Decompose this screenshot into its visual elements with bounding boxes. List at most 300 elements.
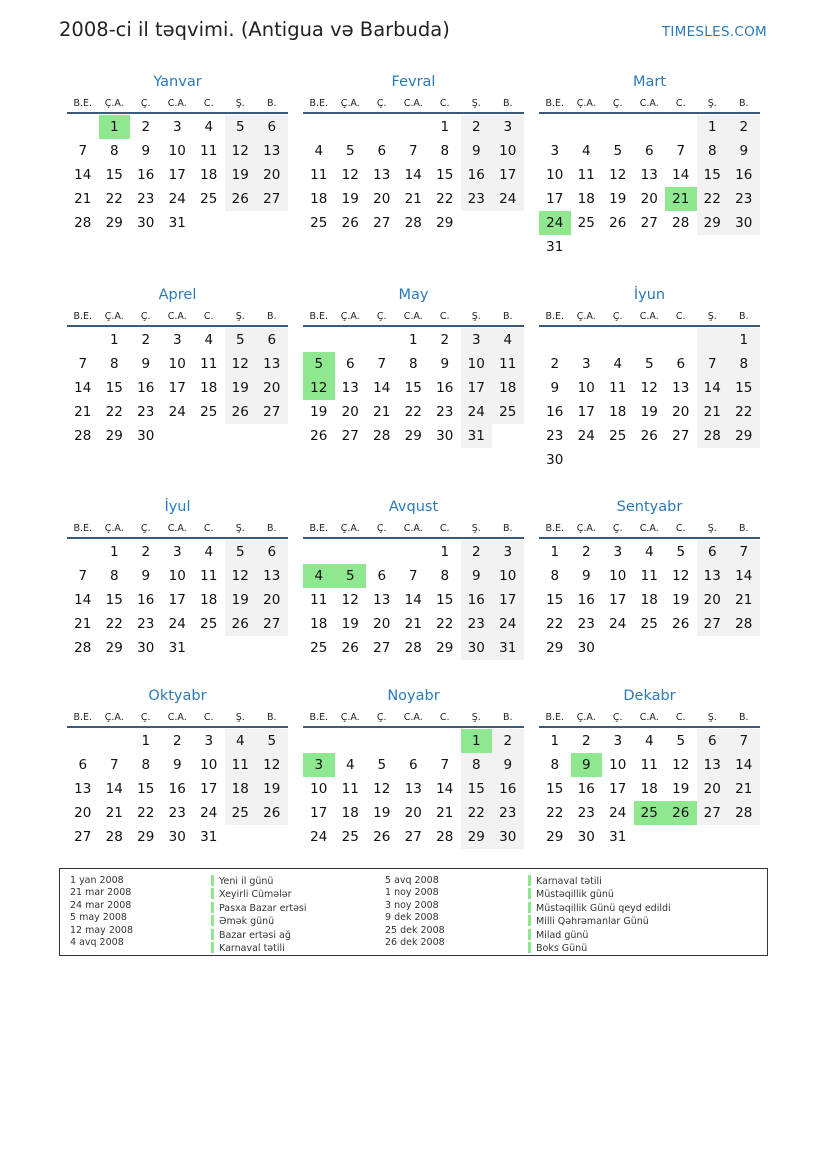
day-cell: 2: [141, 544, 151, 560]
day-cell: 22: [546, 616, 564, 632]
day-cell: 16: [436, 380, 454, 396]
weekday-header: [303, 518, 524, 539]
weekday-label: Ç.A.: [340, 523, 360, 534]
weekday-label: B.E.: [73, 523, 93, 534]
day-cell: 23: [577, 616, 595, 632]
empty-cell: [539, 328, 571, 352]
empty-cell: [162, 424, 194, 448]
day-cell: 3: [492, 540, 524, 564]
day-cell: 19: [225, 376, 257, 400]
day-cell: 20: [256, 163, 288, 187]
legend-holiday: [528, 902, 671, 915]
day-cell: 13: [256, 139, 288, 163]
day-cell: 20: [672, 404, 690, 420]
day-cell: 25: [200, 616, 218, 632]
day-cell: 20: [341, 404, 359, 420]
weekday-label: B.E.: [309, 523, 329, 534]
day-cell: 24: [492, 612, 524, 636]
day-cell: 17: [168, 592, 186, 608]
day-cell: 8: [109, 143, 119, 159]
day-cell: 29: [404, 428, 422, 444]
legend-holiday: [528, 942, 671, 955]
weekday-label: Ç.: [612, 523, 623, 534]
weekday-label: C.A.: [639, 712, 659, 723]
weekday-header: [539, 707, 760, 728]
weekday-label: Ç.A.: [576, 98, 596, 109]
day-cell: 7: [78, 568, 88, 584]
weekday-label: Ç.: [376, 523, 387, 534]
day-cell: 4: [492, 328, 524, 352]
day-cell: 7: [78, 356, 88, 372]
day-cell: 7: [408, 143, 418, 159]
day-cell: 15: [728, 376, 760, 400]
day-cell: 5: [225, 115, 257, 139]
day-cell: 18: [310, 616, 328, 632]
day-cell: 24: [200, 805, 218, 821]
legend-holiday: [211, 902, 307, 915]
weekday-label: C.A.: [167, 523, 187, 534]
legend-date: 1 yan 2008: [70, 875, 124, 886]
day-cell: 27: [697, 612, 729, 636]
day-cell: 27: [672, 428, 690, 444]
day-cell: 26: [225, 187, 257, 211]
day-cell: 26: [341, 215, 359, 231]
day-cell: 1: [408, 332, 418, 348]
day-cell: 11: [310, 167, 328, 183]
day-cell: 23: [137, 616, 155, 632]
day-cell: 1: [109, 544, 119, 560]
weekday-label: B.E.: [545, 523, 565, 534]
day-cell: 23: [137, 404, 155, 420]
day-cell: 28: [697, 424, 729, 448]
weekday-label: C.: [439, 523, 450, 534]
legend-date: 25 dek 2008: [385, 924, 445, 936]
day-cell: 4: [345, 757, 355, 773]
day-cell: 31: [546, 239, 564, 255]
legend-names-col-1: [211, 875, 307, 955]
day-cell: 28: [74, 428, 92, 444]
month-name: Dekabr: [623, 688, 676, 704]
day-cell: 1: [697, 115, 729, 139]
day-cell: 7: [728, 540, 760, 564]
empty-cell: [728, 235, 760, 259]
weekday-label: Ş.: [707, 712, 717, 723]
holiday-marker-icon: [528, 942, 531, 953]
weekday-label: Ç.: [612, 311, 623, 322]
day-cell: 6: [676, 356, 686, 372]
weekday-label: Ş.: [707, 98, 717, 109]
day-cell: 1: [550, 733, 560, 749]
day-cell: 14: [436, 781, 454, 797]
weekday-label: C.A.: [639, 311, 659, 322]
day-cell: 13: [373, 167, 391, 183]
day-cell: 5: [225, 540, 257, 564]
day-cell: 13: [404, 781, 422, 797]
day-cell: 21: [404, 616, 422, 632]
day-cell: 19: [373, 805, 391, 821]
month-block: [303, 71, 524, 235]
legend-date: 5 avq 2008: [385, 875, 439, 886]
weekday-label: B.: [738, 98, 749, 109]
month-block: [67, 685, 288, 849]
day-cell: 1: [99, 115, 131, 139]
weekday-label: Ç.A.: [104, 523, 124, 534]
day-cell: 13: [256, 352, 288, 376]
empty-cell: [665, 235, 697, 259]
day-cell: 7: [676, 143, 686, 159]
empty-cell: [99, 729, 131, 753]
weekday-label: B.E.: [545, 311, 565, 322]
day-cell: 24: [609, 616, 627, 632]
weekday-label: Ç.: [376, 712, 387, 723]
day-cell: 21: [373, 404, 391, 420]
day-cell: 14: [105, 781, 123, 797]
day-cell: 18: [341, 805, 359, 821]
holiday-marker-icon: [211, 915, 214, 926]
weekday-label: Ç.A.: [104, 98, 124, 109]
day-cell: 21: [74, 616, 92, 632]
day-cell: 26: [609, 215, 627, 231]
day-cell: 4: [204, 332, 214, 348]
day-cell: 28: [728, 801, 760, 825]
day-cell: 2: [728, 115, 760, 139]
day-cell: 9: [550, 380, 560, 396]
day-cell: 29: [105, 428, 123, 444]
day-cell: 15: [105, 167, 123, 183]
day-cell: 2: [141, 332, 151, 348]
day-cell: 7: [377, 356, 387, 372]
day-cell: 19: [310, 404, 328, 420]
weekday-label: B.: [502, 523, 513, 534]
day-cell: 15: [105, 592, 123, 608]
day-cell: 1: [440, 119, 450, 135]
day-cell: 21: [728, 777, 760, 801]
day-cell: 22: [137, 805, 155, 821]
holiday-legend: [59, 868, 768, 956]
empty-cell: [67, 540, 99, 564]
day-cell: 26: [310, 428, 328, 444]
holiday-marker-icon: [211, 942, 214, 953]
legend-holiday-name: Karnaval tətili: [219, 943, 285, 955]
day-cell: 16: [168, 781, 186, 797]
legend-holiday: [528, 929, 671, 942]
empty-cell: [539, 115, 571, 139]
day-cell: 29: [105, 640, 123, 656]
day-cell: 17: [492, 588, 524, 612]
month-name: Mart: [632, 74, 667, 90]
weekday-label: Ş.: [235, 311, 245, 322]
day-cell: 7: [78, 143, 88, 159]
day-cell: 28: [672, 215, 690, 231]
month-block: [303, 284, 524, 448]
day-cell: 20: [256, 588, 288, 612]
day-cell: 13: [697, 564, 729, 588]
holiday-marker-icon: [211, 888, 214, 899]
legend-holiday: [211, 929, 307, 942]
legend-holiday-name: Bazar ertəsi ağ: [219, 929, 291, 941]
day-cell: 24: [539, 211, 571, 235]
empty-cell: [398, 729, 430, 753]
day-cell: 21: [404, 191, 422, 207]
day-cell: 5: [303, 352, 335, 376]
weekday-label: C.A.: [167, 311, 187, 322]
day-cell: 28: [404, 215, 422, 231]
day-cell: 10: [310, 781, 328, 797]
day-cell: 14: [74, 592, 92, 608]
day-cell: 15: [461, 777, 493, 801]
weekday-label: Ç.: [140, 523, 151, 534]
day-cell: 9: [492, 753, 524, 777]
day-cell: 18: [225, 777, 257, 801]
day-cell: 8: [550, 757, 560, 773]
day-cell: 9: [461, 139, 493, 163]
day-cell: 13: [373, 592, 391, 608]
day-cell: 27: [697, 801, 729, 825]
brand-link[interactable]: TIMESLES.COM: [661, 24, 767, 40]
day-cell: 23: [436, 404, 454, 420]
month-block: [539, 685, 760, 849]
day-cell: 24: [168, 404, 186, 420]
empty-cell: [429, 729, 461, 753]
day-cell: 19: [672, 781, 690, 797]
day-cell: 11: [640, 568, 658, 584]
weekday-label: Ç.A.: [576, 311, 596, 322]
day-cell: 18: [640, 781, 658, 797]
day-cell: 25: [200, 191, 218, 207]
day-cell: 25: [200, 404, 218, 420]
day-cell: 23: [546, 428, 564, 444]
day-cell: 24: [168, 191, 186, 207]
day-grid: [539, 114, 760, 259]
day-cell: 11: [200, 356, 218, 372]
legend-date: 12 may 2008: [70, 924, 134, 936]
legend-holiday: [528, 875, 671, 888]
day-cell: 2: [141, 119, 151, 135]
empty-cell: [634, 115, 666, 139]
empty-cell: [303, 115, 335, 139]
day-cell: 14: [672, 167, 690, 183]
day-cell: 31: [168, 215, 186, 231]
day-cell: 20: [404, 805, 422, 821]
day-cell: 12: [341, 592, 359, 608]
weekday-header: [67, 707, 288, 728]
empty-cell: [335, 328, 367, 352]
day-cell: 14: [74, 380, 92, 396]
holiday-marker-icon: [211, 929, 214, 940]
legend-holiday: [528, 915, 671, 928]
day-cell: 16: [461, 588, 493, 612]
day-cell: 3: [461, 328, 493, 352]
day-grid: [539, 327, 760, 472]
day-cell: 5: [345, 143, 355, 159]
holiday-marker-icon: [528, 888, 531, 899]
day-cell: 22: [461, 801, 493, 825]
weekday-label: C.: [675, 712, 686, 723]
day-cell: 14: [404, 592, 422, 608]
month-block: [539, 71, 760, 259]
day-cell: 9: [571, 753, 603, 777]
day-cell: 6: [377, 143, 387, 159]
day-cell: 3: [550, 143, 560, 159]
weekday-label: B.: [738, 311, 749, 322]
day-cell: 8: [109, 568, 119, 584]
weekday-label: Ç.A.: [340, 712, 360, 723]
legend-date: 1 noy 2008: [385, 887, 439, 899]
day-cell: 30: [137, 428, 155, 444]
day-cell: 11: [310, 592, 328, 608]
day-cell: 23: [492, 801, 524, 825]
day-cell: 6: [256, 540, 288, 564]
empty-cell: [492, 211, 524, 235]
legend-names-col-2: [528, 875, 671, 955]
day-cell: 29: [697, 211, 729, 235]
empty-cell: [571, 235, 603, 259]
day-cell: 27: [74, 829, 92, 845]
weekday-label: B.E.: [309, 98, 329, 109]
legend-dates-col-1: [70, 875, 133, 949]
empty-cell: [634, 448, 666, 472]
day-cell: 10: [168, 143, 186, 159]
holiday-marker-icon: [528, 875, 531, 886]
day-cell: 13: [697, 753, 729, 777]
day-cell: 10: [609, 757, 627, 773]
empty-cell: [335, 115, 367, 139]
day-cell: 15: [546, 592, 564, 608]
empty-cell: [366, 115, 398, 139]
weekday-label: C.A.: [639, 523, 659, 534]
day-cell: 5: [613, 143, 623, 159]
weekday-label: B.E.: [73, 98, 93, 109]
day-cell: 4: [204, 544, 214, 560]
day-cell: 18: [577, 191, 595, 207]
day-grid: [67, 539, 288, 660]
weekday-label: B.E.: [73, 712, 93, 723]
weekday-label: B.: [738, 712, 749, 723]
day-cell: 12: [373, 781, 391, 797]
weekday-label: Ç.: [612, 98, 623, 109]
weekday-label: C.: [203, 311, 214, 322]
holiday-marker-icon: [528, 929, 531, 940]
empty-cell: [225, 636, 257, 660]
day-cell: 31: [168, 640, 186, 656]
day-cell: 2: [172, 733, 182, 749]
weekday-label: C.: [675, 311, 686, 322]
day-cell: 8: [550, 568, 560, 584]
day-cell: 8: [141, 757, 151, 773]
empty-cell: [571, 448, 603, 472]
day-grid: [303, 114, 524, 235]
month-block: [67, 496, 288, 660]
day-grid: [67, 114, 288, 235]
day-cell: 9: [141, 143, 151, 159]
day-cell: 19: [609, 191, 627, 207]
day-cell: 9: [141, 356, 151, 372]
day-cell: 5: [676, 733, 686, 749]
month-block: [67, 71, 288, 235]
day-cell: 2: [440, 332, 450, 348]
weekday-header: [303, 93, 524, 114]
day-cell: 19: [341, 191, 359, 207]
legend-holiday: [211, 875, 307, 888]
day-cell: 26: [665, 801, 697, 825]
legend-date: 4 avq 2008: [70, 937, 124, 949]
day-cell: 16: [137, 380, 155, 396]
day-cell: 30: [168, 829, 186, 845]
month-name: Yanvar: [153, 74, 202, 90]
day-cell: 14: [74, 167, 92, 183]
empty-cell: [398, 115, 430, 139]
empty-cell: [728, 636, 760, 660]
day-cell: 3: [492, 115, 524, 139]
weekday-label: Ş.: [471, 523, 481, 534]
empty-cell: [256, 825, 288, 849]
day-cell: 30: [436, 428, 454, 444]
day-cell: 10: [168, 568, 186, 584]
day-cell: 11: [225, 753, 257, 777]
day-grid: [303, 728, 524, 849]
day-cell: 18: [200, 167, 218, 183]
day-cell: 8: [728, 352, 760, 376]
day-cell: 26: [640, 428, 658, 444]
empty-cell: [697, 636, 729, 660]
day-cell: 8: [461, 753, 493, 777]
day-cell: 24: [168, 616, 186, 632]
day-cell: 28: [373, 428, 391, 444]
day-cell: 25: [609, 428, 627, 444]
weekday-label: B.: [266, 712, 277, 723]
day-cell: 4: [644, 544, 654, 560]
day-cell: 27: [373, 215, 391, 231]
weekday-label: B.: [502, 98, 513, 109]
day-cell: 13: [341, 380, 359, 396]
day-cell: 22: [105, 191, 123, 207]
legend-date: 9 dek 2008: [385, 912, 439, 924]
day-cell: 30: [728, 211, 760, 235]
day-cell: 1: [109, 332, 119, 348]
day-cell: 20: [256, 376, 288, 400]
day-cell: 11: [200, 143, 218, 159]
weekday-label: C.A.: [403, 98, 423, 109]
page-title: 2008-ci il təqvimi. (Antigua və Barbuda): [59, 18, 450, 41]
day-cell: 10: [200, 757, 218, 773]
day-cell: 31: [492, 636, 524, 660]
day-grid: [539, 728, 760, 849]
day-cell: 20: [373, 191, 391, 207]
day-cell: 28: [105, 829, 123, 845]
empty-cell: [335, 540, 367, 564]
empty-cell: [256, 636, 288, 660]
weekday-label: C.: [439, 712, 450, 723]
day-cell: 12: [672, 757, 690, 773]
empty-cell: [665, 636, 697, 660]
month-block: [303, 685, 524, 849]
empty-cell: [225, 424, 257, 448]
empty-cell: [634, 825, 666, 849]
day-cell: 21: [74, 191, 92, 207]
legend-date: 24 mar 2008: [70, 899, 132, 911]
day-cell: 22: [404, 404, 422, 420]
day-cell: 7: [109, 757, 119, 773]
day-cell: 20: [74, 805, 92, 821]
month-name: Aprel: [158, 287, 197, 303]
empty-cell: [335, 729, 367, 753]
holiday-marker-icon: [528, 902, 531, 913]
weekday-label: B.: [502, 712, 513, 723]
empty-cell: [67, 115, 99, 139]
weekday-label: C.A.: [167, 712, 187, 723]
day-cell: 25: [341, 829, 359, 845]
day-cell: 18: [492, 376, 524, 400]
